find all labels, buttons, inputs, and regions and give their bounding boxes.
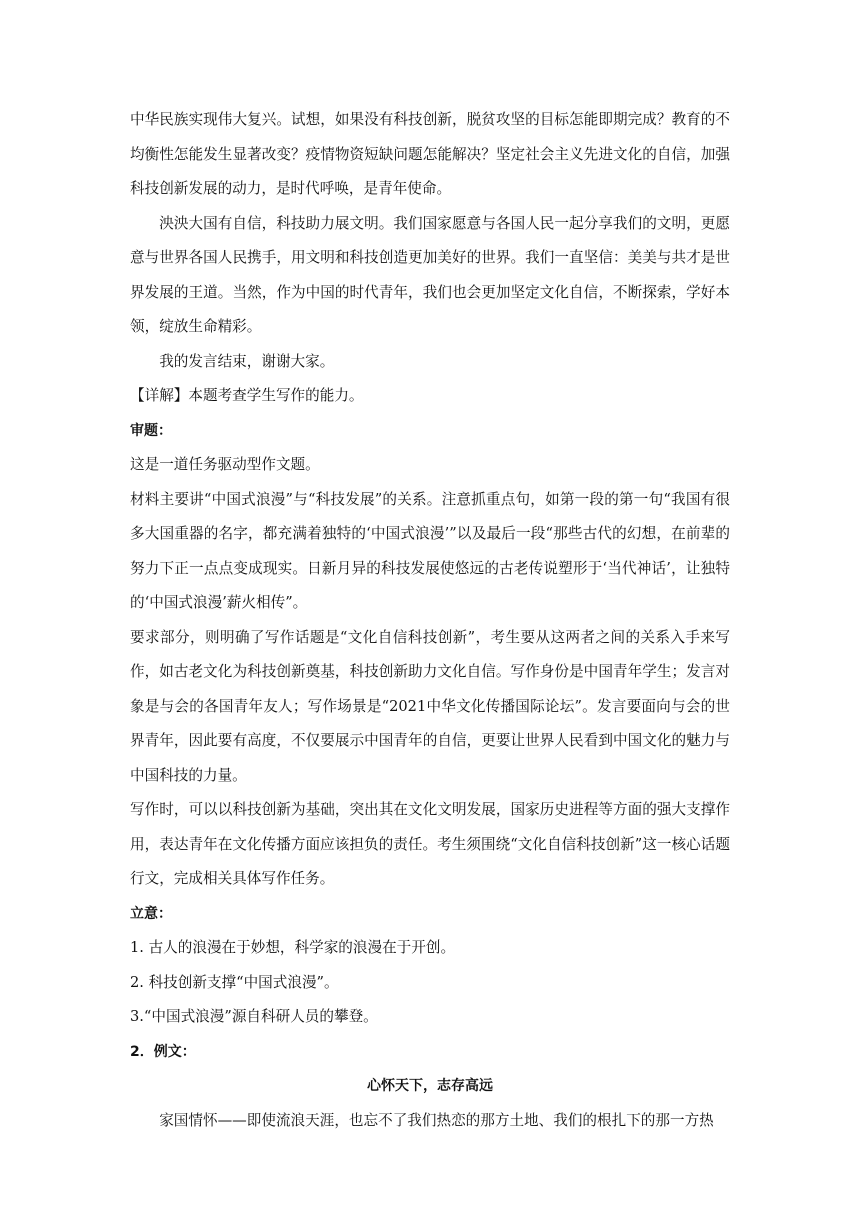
paragraph-confidence: 泱泱大国有自信，科技助力展文明。我们国家愿意与各国人民一起分享我们的文明，更愿意与世界各国人民携手，用文明和科技创造更加美好的世界。我们一直坚信：美美与共才是世界发展的王道。当然，作为中国的时代青年，我们也会更加坚定文化自信，不断探索，学好本领，绽放生命精彩。 [130,214,730,335]
paragraph-writing-tips: 写作时，可以以科技创新为基础，突出其在文化文明发展，国家历史进程等方面的强大支撑作用，表达青年在文化传播方面应该担负的责任。考生须围绕“文化自信科技创新”这一核心话题行文，完成相关具体写作任务。 [130,801,730,887]
heading-example: 2．例文： [130,1043,196,1060]
paragraph-material: 材料主要讲“中国式浪漫”与“科技发展”的关系。注意抓重点句，如第一段的第一句“我国有很多大国重器的名字，都充满着独特的‘中国式浪漫’”以及最后一段“那些古代的幻想，在前辈的努力下正一点点变成现实。日新月异的科技发展使悠远的古老传说塑形于‘当代神话’，让独特的‘中国式浪漫’薪火相传”。 [130,490,730,611]
paragraph-task-type: 这是一道任务驱动型作文题。 [130,456,320,473]
list-item-3: 3.“中国式浪漫”源自科研人员的攀登。 [130,1008,378,1025]
heading-liyi: 立意： [130,905,172,922]
paragraph-detail: 【详解】本题考查学生写作的能力。 [130,387,364,404]
paragraph-essay-start: 家国情怀——即使流浪天涯，也忘不了我们热恋的那方土地、我们的根扎下的那一方热 [159,1111,714,1129]
paragraph-closing: 我的发言结束，谢谢大家。 [159,352,335,370]
document-body [130,103,730,1138]
essay-title: 心怀天下，志存高远 [367,1078,493,1094]
paragraph-requirements: 要求部分，则明确了写作话题是“文化自信科技创新”，考生要从这两者之间的关系入手来写作，如古老文化为科技创新奠基，科技创新助力文化自信。写作身份是中国青年学生；发言对象是与会的各国青年友人；写作场景是“2021中华文化传播国际论坛”。发言要面向与会的世界青年，因此要有高度，不仅要展示中国青年的自信，更要让世界人民看到中国文化的魅力与中国科技的力量。 [130,628,730,784]
paragraph-intro-continued: 中华民族实现伟大复兴。试想，如果没有科技创新，脱贫攻坚的目标怎能即期完成？教育的不均衡性怎能发生显著改变？疫情物资短缺问题怎能解决？坚定社会主义先进文化的自信，加强科技创新发展的动力，是时代呼唤，是青年使命。 [130,111,730,197]
list-item-2: 2. 科技创新支撑“中国式浪漫”。 [130,973,339,991]
heading-shenti: 审题： [130,422,172,439]
list-item-1: 1. 古人的浪漫在于妙想，科学家的浪漫在于开创。 [130,939,456,956]
